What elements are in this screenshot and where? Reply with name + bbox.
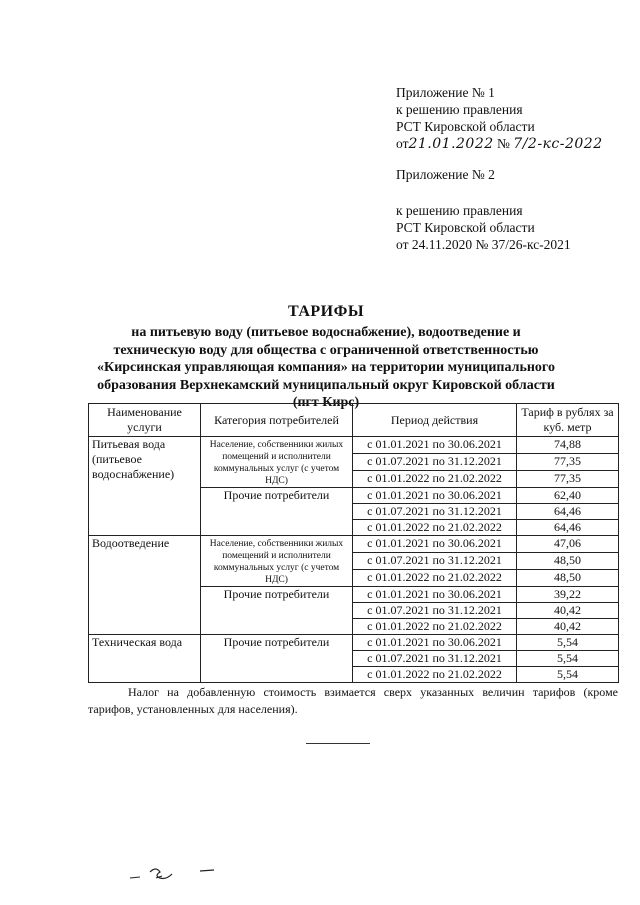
category-cell: Население, собственники жилых помещений и исполнители коммунальных услуг (с учетом НДС) (201, 536, 353, 587)
appendix-1-authority: РСТ Кировской области (396, 119, 535, 134)
appendix-1-title: Приложение № 1 (396, 85, 495, 100)
document-heading (76, 302, 576, 412)
period-cell: с 01.07.2021 по 31.12.2021 (353, 603, 517, 619)
period-cell: с 01.01.2022 по 21.02.2022 (353, 520, 517, 536)
service-name-cell: Питьевая вода (питьевое водоснабжение) (89, 437, 201, 536)
handwritten-mark-icon (128, 858, 228, 888)
appendix-2-date-line: от 24.11.2020 № 37/26-кс-2021 (396, 237, 571, 252)
rate-cell: 77,35 (517, 471, 619, 488)
handwritten-number: 7/2-кс-2022 (513, 136, 603, 152)
service-name-cell: Техническая вода (89, 635, 201, 683)
appendix-2-heading (396, 166, 495, 183)
rate-cell: 64,46 (517, 520, 619, 536)
period-cell: с 01.01.2021 по 30.06.2021 (353, 437, 517, 454)
period-cell: с 01.01.2022 по 21.02.2022 (353, 619, 517, 635)
appendix-1-date-line (396, 135, 603, 153)
tariff-table-body (89, 437, 619, 683)
category-cell: Прочие потребители (201, 587, 353, 635)
appendix-1-block (396, 84, 603, 153)
header-period: Период действия (353, 404, 517, 437)
rate-cell: 64,46 (517, 504, 619, 520)
rate-cell: 5,54 (517, 635, 619, 651)
rate-cell: 40,42 (517, 619, 619, 635)
appendix-2-authority: РСТ Кировской области (396, 220, 535, 235)
end-rule (306, 743, 370, 744)
rate-cell: 48,50 (517, 570, 619, 587)
document-title: ТАРИФЫ (287, 303, 365, 320)
appendix-1-decision: к решению правления (396, 102, 523, 117)
table-row (89, 536, 619, 553)
period-cell: с 01.07.2021 по 31.12.2021 (353, 504, 517, 520)
period-cell: с 01.01.2022 по 21.02.2022 (353, 667, 517, 683)
header-service: Наименование услуги (89, 404, 201, 437)
period-cell: с 01.01.2021 по 30.06.2021 (353, 635, 517, 651)
header-rate: Тариф в рублях за куб. метр (517, 404, 619, 437)
rate-cell: 39,22 (517, 587, 619, 603)
appendix-2-decision: к решению правления (396, 203, 523, 218)
rate-cell: 47,06 (517, 536, 619, 553)
period-cell: с 01.01.2021 по 30.06.2021 (353, 488, 517, 504)
table-header-row (89, 404, 619, 437)
period-cell: с 01.07.2021 по 31.12.2021 (353, 553, 517, 570)
handwritten-date: 21.01.2022 (408, 136, 494, 152)
subtitle-line: образования Верхнекамский муниципальный округ Кировской области (97, 377, 555, 393)
period-cell: с 01.07.2021 по 31.12.2021 (353, 651, 517, 667)
subtitle-line: «Кирсинская управляющая компания» на территории муниципального (97, 360, 555, 375)
appendix-2-title: Приложение № 2 (396, 167, 495, 182)
category-cell: Прочие потребители (201, 635, 353, 683)
subtitle-line: техническую воду для общества с ограниченной ответственностью (113, 342, 539, 358)
service-name-cell: Водоотведение (89, 536, 201, 635)
appendix-1-prefix: от (396, 136, 409, 151)
period-cell: с 01.07.2021 по 31.12.2021 (353, 454, 517, 471)
table-row (89, 437, 619, 454)
rate-cell: 5,54 (517, 651, 619, 667)
period-cell: с 01.01.2022 по 21.02.2022 (353, 471, 517, 488)
header-category: Категория потребителей (201, 404, 353, 437)
subtitle-line: на питьевую воду (питьевое водоснабжение), водоотведение и (131, 325, 521, 340)
rate-cell: 62,40 (517, 488, 619, 504)
category-cell: Прочие потребители (201, 488, 353, 536)
period-cell: с 01.01.2022 по 21.02.2022 (353, 570, 517, 587)
vat-note: Налог на добавленную стоимость взимается сверх указанных величин тарифов (кроме тарифов, установленных для населения). (88, 685, 618, 716)
appendix-1-num-sign: № (497, 136, 510, 151)
rate-cell: 74,88 (517, 437, 619, 454)
rate-cell: 5,54 (517, 667, 619, 683)
subtitle-line: (пгт Кирс) (292, 395, 360, 410)
rate-cell: 40,42 (517, 603, 619, 619)
tariff-table (88, 403, 619, 683)
rate-cell: 48,50 (517, 553, 619, 570)
appendix-2-block (396, 202, 571, 253)
table-row (89, 635, 619, 651)
rate-cell: 77,35 (517, 454, 619, 471)
category-cell: Население, собственники жилых помещений и исполнители коммунальных услуг (с учетом НДС) (201, 437, 353, 488)
period-cell: с 01.01.2021 по 30.06.2021 (353, 587, 517, 603)
document-subtitle (76, 324, 576, 412)
period-cell: с 01.01.2021 по 30.06.2021 (353, 536, 517, 553)
